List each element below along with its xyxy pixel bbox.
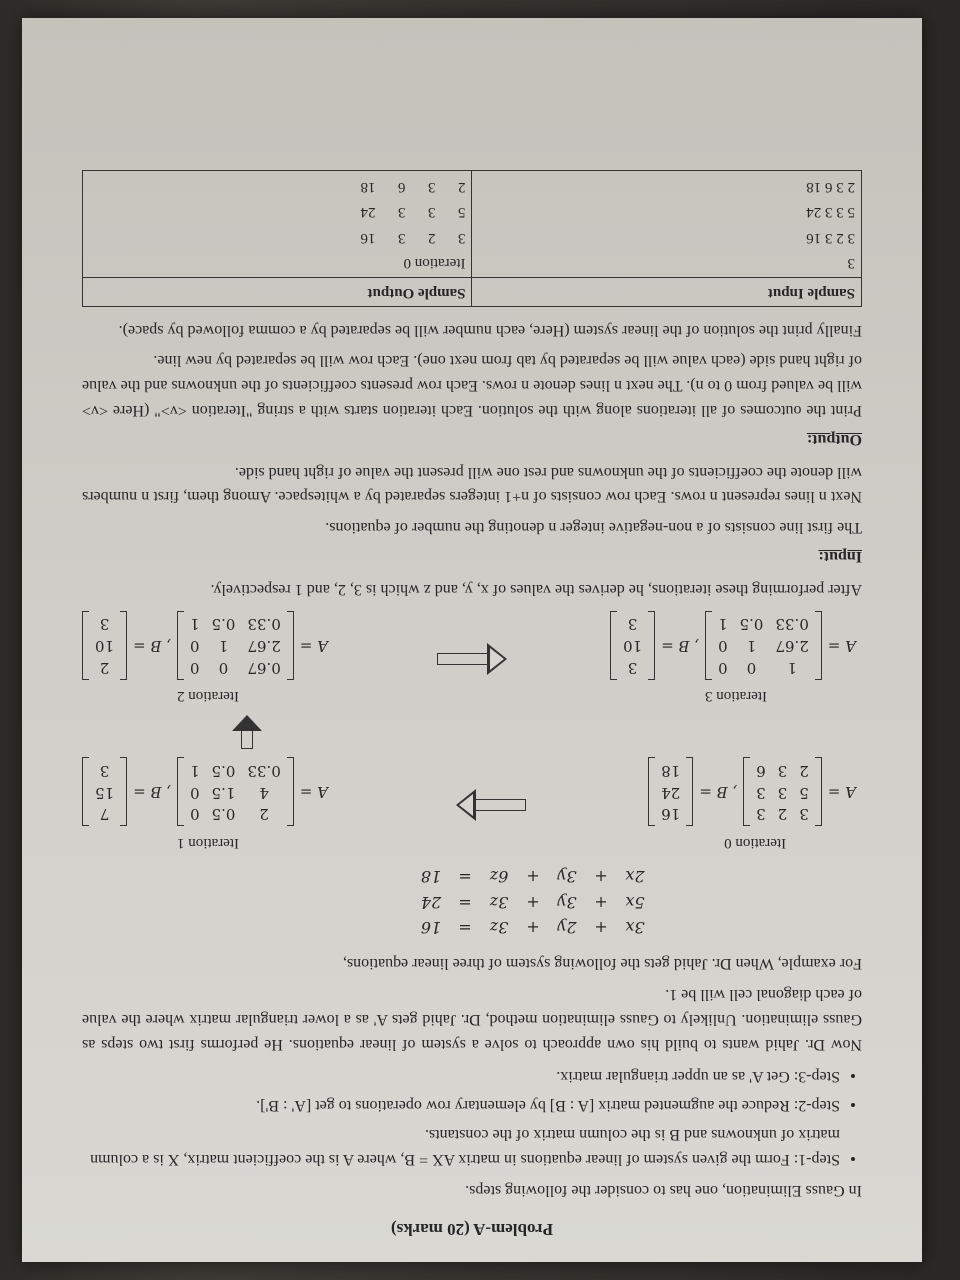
output-paragraph-2: Finally print the solution of the linear system (Here, each number will be separated by a comma followed by space). [118,321,862,339]
iteration-1-label: Iteration 1 [176,834,240,851]
sample-input-line: 3 2 3 16 [806,229,855,246]
arrow-right-icon [456,794,526,816]
iteration-0-matrix-b: 16 24 18 [648,757,693,826]
output-heading: Output: [806,430,862,448]
equation-row: 3x + 2y + 3z = 16 [420,918,645,938]
arrow-down-icon [232,715,262,749]
equation-row: 5x + 3y + 3z = 24 [420,892,645,912]
sample-input-cell [472,171,862,278]
sample-table-header [83,278,862,306]
sample-output-line: 2 3 6 18 [360,178,466,195]
arrow-left-icon [437,648,507,670]
sample-table-row [83,171,862,278]
iteration-3-matrix-b: 3 10 3 [610,611,655,680]
sample-input-line: 2 3 6 18 [806,178,855,195]
matrix-b-symbol: , B = [133,636,171,655]
example-paragraph: For example, When Dr. Jahid gets the following system of three linear equations, [342,955,862,973]
iteration-1-matrix-a: 2 0.5 0 4 1.5 0 0.33 0.5 1 [177,757,294,826]
matrix-b-symbol: , B = [133,783,172,802]
iteration-0-matrix-a: 3 2 3 5 3 3 2 3 6 [743,757,822,826]
iteration-0-label: Iteration 0 [724,834,787,851]
step-1: • Step-1: Form the given system of linear equations in matrix AX = B, where A is the coefficient matrix, X is a column matrix of unknowns and B is the column matrix of the constants. [82,1121,840,1171]
sample-output-header: Sample Output [83,278,473,306]
steps-list [82,1064,862,1171]
matrix-row-top [82,757,862,854]
input-paragraph-2: Next n lines represent n rows. Each row consists of n+1 integers separated by a whitespace. Among them, first n numbers will denote the coefficients of the unknowns and rest one will present the value of right hand side. [82,463,862,506]
output-paragraph-1: Print the outcomes of all iterations along with the solution. Each iteration starts with a string "Iteration <v>" (Here <v> will be valued from 0 to n). The next n lines denote n rows. Each row presents coefficients of the unknowns and the value of right hand side (each value will be separated by tab from next one). Each row will be separated by new line. [82,352,862,419]
input-paragraph-1: The first line consists of a non-negative integer n denoting the number of equations. [325,519,862,537]
matrix-row-bottom [82,611,862,708]
sample-output-line: Iteration 0 [403,255,466,272]
equation-row: 2x + 3y + 6z = 18 [420,867,645,887]
iteration-3-block [610,611,862,708]
sample-output-line: 5 3 3 24 [360,204,466,221]
matrix-b-symbol: , B = [699,783,738,802]
iteration-2-matrix-a: 0.67 0 0 2.67 1 0 0.33 0.5 1 [177,611,294,680]
iteration-0-block [648,757,862,854]
step-3: • Step-3: Get A' as an upper triangular matrix. [82,1064,840,1089]
iteration-2-label: Iteration 2 [176,688,240,705]
document-content [82,170,862,1242]
jahid-paragraph: Now Dr. Jahid wants to build his own approach to solve a system of linear equations. He performs first two steps as Gauss elimination. Unlikely to Gauss elimination method, Dr. Jahid gets A' as a lower triangular matrix where the value of each diagonal cell will be 1. [82,986,862,1053]
iteration-2-matrix-b: 2 10 3 [82,611,127,680]
problem-title: Problem-A (20 marks) [390,1220,554,1239]
iteration-1-matrix-b: 7 15 3 [82,757,127,826]
iteration-3-label: Iteration 3 [704,688,768,705]
paper-sheet [22,18,922,1262]
iteration-2-block [82,611,334,708]
sample-input-line: 5 3 3 24 [806,204,855,221]
sample-input-header: Sample Input [472,278,862,306]
sample-output-cell [83,171,473,278]
step-2: • Step-2: Reduce the augmented matrix [A : B] by elementary row operations to get [A' : B']. [82,1092,840,1117]
matrix-a-symbol: A = [827,636,856,655]
matrix-a-symbol: A = [299,783,328,802]
sample-output-line: 3 2 3 16 [360,229,466,246]
intro-text: In Gauss Elimination, one has to consider the following steps. [465,1181,862,1199]
sample-input-line: 3 [847,255,855,272]
sample-table [82,170,862,306]
matrix-b-symbol: , B = [661,636,700,655]
equation-system [82,864,652,941]
input-heading: Input: [818,547,862,565]
iteration-1-block [82,757,334,854]
matrix-a-symbol: A = [299,636,328,655]
after-paragraph: After performing these iterations, he derives the values of x, y, and z which is 3, 2, and 1 respectively. [210,580,862,598]
matrix-a-symbol: A = [827,783,856,802]
iteration-3-matrix-a: 1 0 0 2.67 1 0 0.33 0.5 1 [705,611,822,680]
